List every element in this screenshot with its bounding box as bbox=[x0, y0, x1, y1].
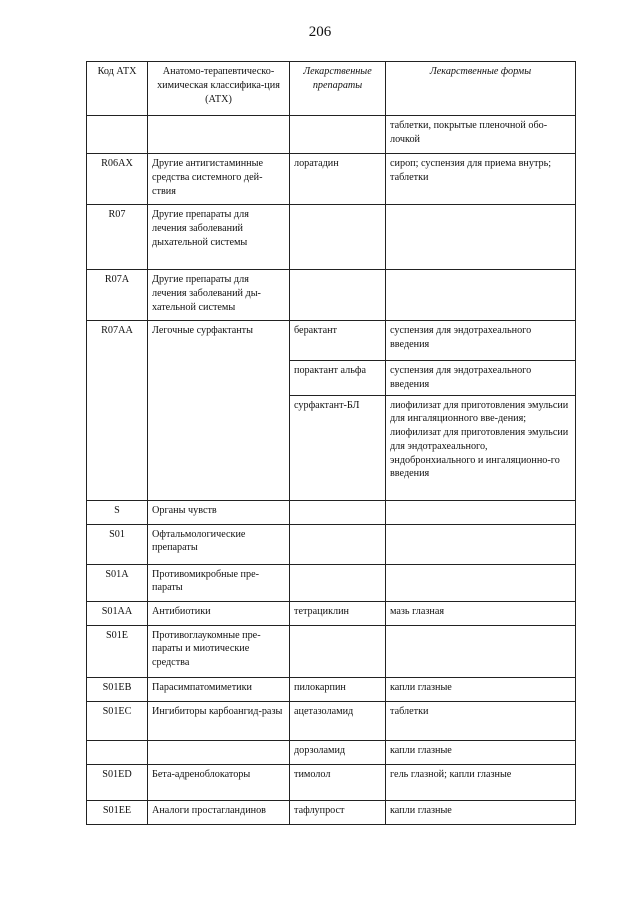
row-form: мазь глазная bbox=[386, 601, 576, 625]
row-form: суспензия для эндотрахеального введения bbox=[386, 321, 576, 361]
row-code bbox=[87, 740, 148, 764]
row-classification: Противомикробные пре-параты bbox=[148, 564, 290, 601]
row-code: R06AX bbox=[87, 154, 148, 205]
table-row bbox=[87, 701, 576, 740]
row-drug: берактант bbox=[290, 321, 386, 361]
header-drugs: Лекарственные препараты bbox=[290, 62, 386, 116]
table-row bbox=[87, 524, 576, 564]
table-row bbox=[87, 625, 576, 677]
atc-table bbox=[86, 61, 576, 825]
row-drug bbox=[290, 116, 386, 154]
row-code: S01A bbox=[87, 564, 148, 601]
row-code: S01 bbox=[87, 524, 148, 564]
row-drug bbox=[290, 524, 386, 564]
row-form: сироп; суспензия для приема внутрь; таблетки bbox=[386, 154, 576, 205]
row-code: S01ED bbox=[87, 764, 148, 800]
row-drug: порактант альфа bbox=[290, 361, 386, 396]
header-forms: Лекарственные формы bbox=[386, 62, 576, 116]
table-row bbox=[87, 740, 576, 764]
row-classification: Ингибиторы карбоангид-разы bbox=[148, 701, 290, 740]
table-row bbox=[87, 677, 576, 701]
row-code: R07 bbox=[87, 205, 148, 270]
row-classification: Бета-адреноблокаторы bbox=[148, 764, 290, 800]
row-classification: Другие антигистаминные средства системного дей-ствия bbox=[148, 154, 290, 205]
row-classification: Органы чувств bbox=[148, 500, 290, 524]
row-form bbox=[386, 500, 576, 524]
row-drug: лоратадин bbox=[290, 154, 386, 205]
row-classification: Офтальмологические препараты bbox=[148, 524, 290, 564]
row-drug bbox=[290, 564, 386, 601]
row-form: гель глазной; капли глазные bbox=[386, 764, 576, 800]
row-form: капли глазные bbox=[386, 677, 576, 701]
table-header-row bbox=[87, 62, 576, 116]
row-code: S01EB bbox=[87, 677, 148, 701]
row-drug: дорзоламид bbox=[290, 740, 386, 764]
row-code bbox=[87, 116, 148, 154]
row-classification: Противоглаукомные пре-параты и миотические средства bbox=[148, 625, 290, 677]
row-drug: ацетазоламид bbox=[290, 701, 386, 740]
row-drug bbox=[290, 205, 386, 270]
row-code: R07A bbox=[87, 270, 148, 321]
row-form bbox=[386, 524, 576, 564]
row-drug: тимолол bbox=[290, 764, 386, 800]
row-classification: Парасимпатомиметики bbox=[148, 677, 290, 701]
row-drug: тафлупрост bbox=[290, 800, 386, 824]
row-code: S01E bbox=[87, 625, 148, 677]
row-code: R07AA bbox=[87, 321, 148, 501]
table-row bbox=[87, 764, 576, 800]
row-drug bbox=[290, 625, 386, 677]
row-classification: Антибиотики bbox=[148, 601, 290, 625]
table-row bbox=[87, 500, 576, 524]
row-code: S01EE bbox=[87, 800, 148, 824]
table-row bbox=[87, 321, 576, 361]
row-form bbox=[386, 625, 576, 677]
row-code: S bbox=[87, 500, 148, 524]
row-code: S01AA bbox=[87, 601, 148, 625]
row-classification: Другие препараты для лечения заболеваний дыхательной системы bbox=[148, 205, 290, 270]
row-classification bbox=[148, 116, 290, 154]
table-row bbox=[87, 205, 576, 270]
table-row bbox=[87, 116, 576, 154]
row-classification: Другие препараты для лечения заболеваний ды-хательной системы bbox=[148, 270, 290, 321]
row-form: капли глазные bbox=[386, 740, 576, 764]
row-form: таблетки, покрытые пленочной обо-лочкой bbox=[386, 116, 576, 154]
row-form bbox=[386, 205, 576, 270]
table-row bbox=[87, 564, 576, 601]
row-form: капли глазные bbox=[386, 800, 576, 824]
row-classification: Аналоги простагландинов bbox=[148, 800, 290, 824]
table-row bbox=[87, 800, 576, 824]
row-form bbox=[386, 564, 576, 601]
table-row bbox=[87, 154, 576, 205]
row-form: таблетки bbox=[386, 701, 576, 740]
page-number: 206 bbox=[308, 24, 332, 40]
row-drug: сурфактант-БЛ bbox=[290, 395, 386, 500]
row-classification: Легочные сурфактанты bbox=[148, 321, 290, 501]
row-drug bbox=[290, 270, 386, 321]
row-drug: тетрациклин bbox=[290, 601, 386, 625]
row-form: лиофилизат для приготовления эмульсии для ингаляционного вве-дения; лиофилизат для приготовления эмульсии для эндотрахеального, эндобронхиального и ингаляционно-го введения bbox=[386, 395, 576, 500]
row-form bbox=[386, 270, 576, 321]
header-code: Код АТХ bbox=[87, 62, 148, 116]
row-drug: пилокарпин bbox=[290, 677, 386, 701]
row-drug bbox=[290, 500, 386, 524]
header-classification: Анатомо-терапевтическо-химическая классифика-ция (АТХ) bbox=[148, 62, 290, 116]
row-code: S01EC bbox=[87, 701, 148, 740]
table-row bbox=[87, 270, 576, 321]
table-row bbox=[87, 601, 576, 625]
row-form: суспензия для эндотрахеального введения bbox=[386, 361, 576, 396]
row-classification bbox=[148, 740, 290, 764]
